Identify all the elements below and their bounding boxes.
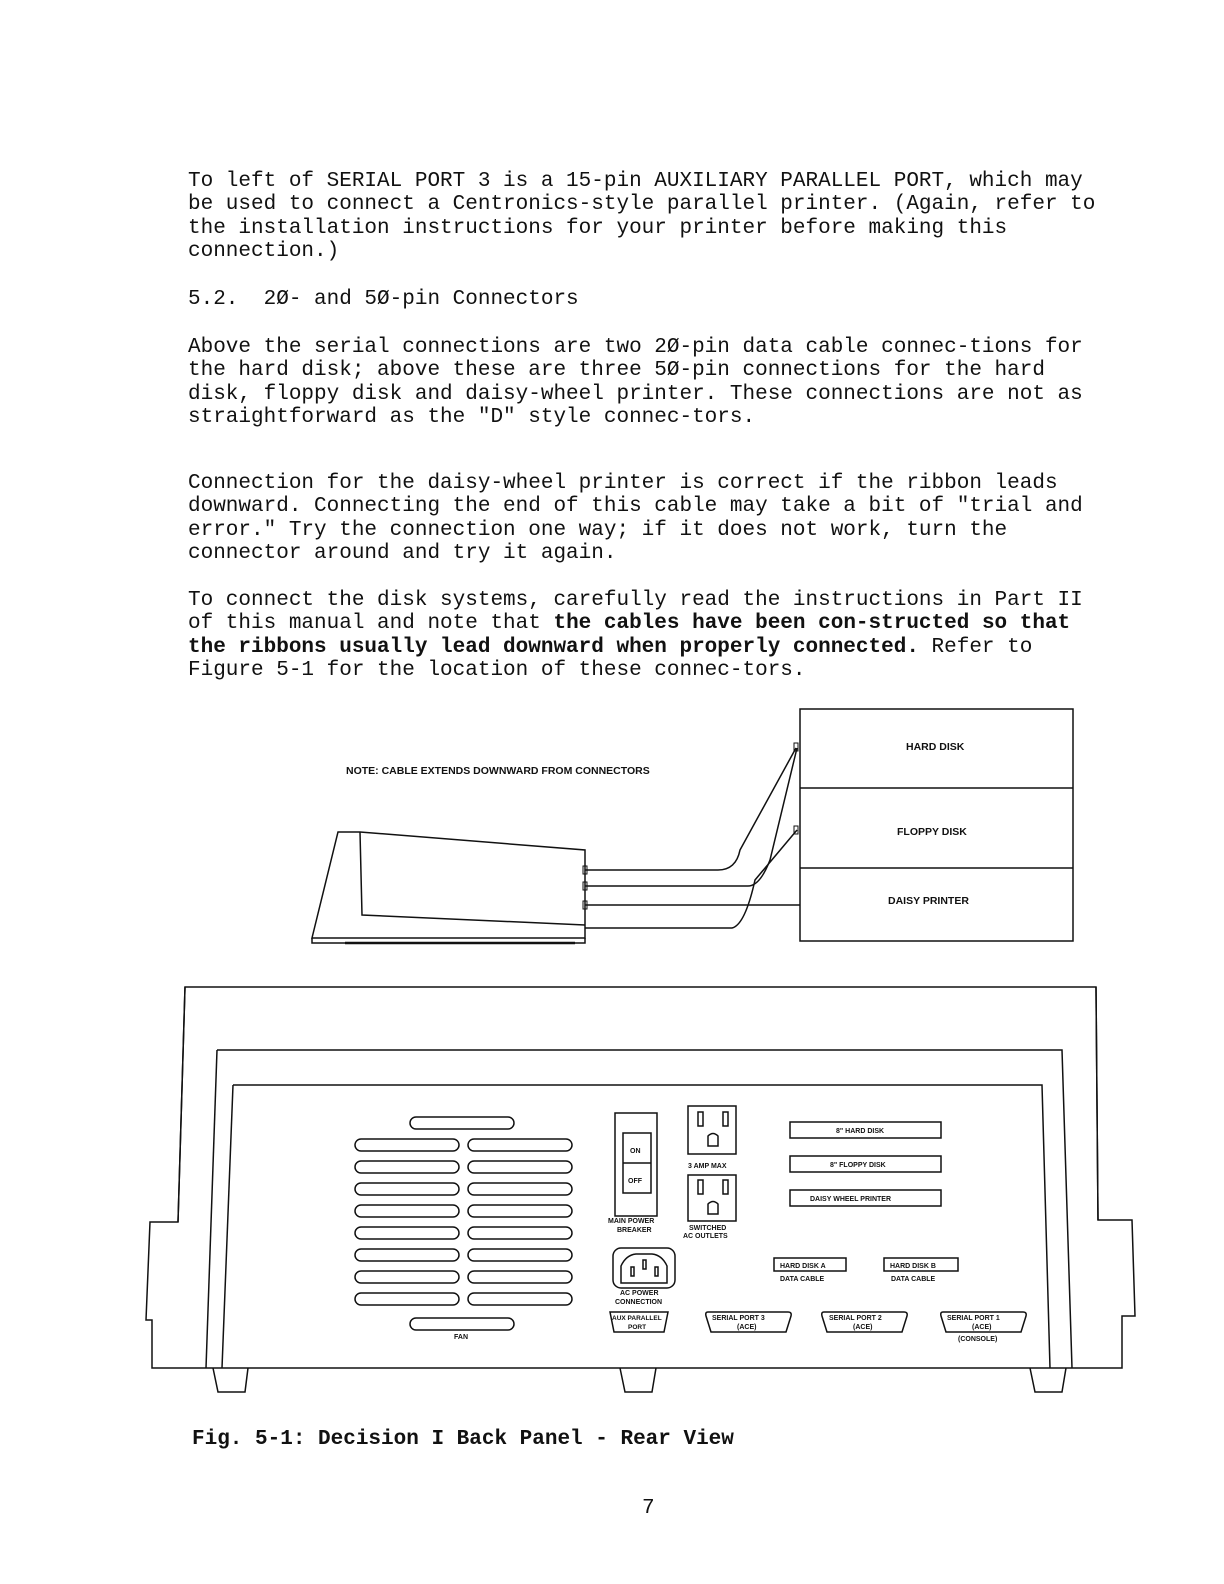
- hard-disk-b-label: HARD DISK B: [890, 1263, 936, 1270]
- serial-port-1-label: SERIAL PORT 1: [947, 1315, 1000, 1322]
- computer-side-view: [312, 832, 585, 938]
- hard-disk-50pin-label: 8" HARD DISK: [836, 1128, 885, 1135]
- section-heading: 5.2. 2Ø- and 5Ø-pin Connectors: [188, 288, 579, 311]
- paragraph-disk-systems: [188, 589, 1106, 683]
- fan-vents: [355, 1117, 572, 1330]
- serial-port-1-ace-label: (ACE): [972, 1324, 992, 1331]
- cable-note: NOTE: CABLE EXTENDS DOWNWARD FROM CONNECTORS: [346, 765, 650, 777]
- serial-port-2-label: SERIAL PORT 2: [829, 1315, 882, 1322]
- fan-label: FAN: [454, 1334, 468, 1341]
- off-label: OFF: [628, 1178, 642, 1185]
- serial-port-2-ace-label: (ACE): [853, 1324, 873, 1331]
- paragraph-disk-systems-bold: the cables have been con-structed so that the ribbons usually lead downward when properly connected.: [188, 612, 1071, 659]
- aux-parallel-label: AUX PARALLEL: [612, 1315, 662, 1322]
- ac-outlet-bottom[interactable]: [688, 1175, 736, 1221]
- paragraph-connectors: Above the serial connections are two 2Ø-pin data cable connec-tions for the hard disk; above these are three 5Ø-pin connections for the hard disk, floppy disk and daisy-wheel printer. These connections are not as straightforward as the "D" style connec-tors.: [188, 336, 1083, 430]
- aux-port-label: PORT: [628, 1324, 647, 1331]
- figure-caption: Fig. 5-1: Decision I Back Panel - Rear View: [192, 1428, 734, 1451]
- hard-disk-a-data-cable-label: DATA CABLE: [780, 1276, 825, 1283]
- foot-center: [620, 1368, 656, 1392]
- ac-outlet-top[interactable]: [688, 1106, 736, 1154]
- serial-port-1-console-label: (CONSOLE): [958, 1336, 998, 1343]
- paragraph-aux-parallel-port: To left of SERIAL PORT 3 is a 15-pin AUXILIARY PARALLEL PORT, which may be used to connect a Centronics-style parallel printer. (Again, refer to the installation instructions for your printer before making this connection.): [188, 170, 1096, 264]
- paragraph-disk-systems-start: To connect the disk systems, carefully read the instructions in Part II of this manual and note that: [188, 589, 1083, 636]
- back-panel-diagram: [0, 980, 1224, 1400]
- ac-power-connection[interactable]: [613, 1248, 675, 1288]
- hard-disk-box-label: HARD DISK: [906, 741, 965, 753]
- ac-outlets-label: AC OUTLETS: [683, 1233, 728, 1240]
- page-number: 7: [642, 1497, 655, 1520]
- paragraph-daisy-wheel: Connection for the daisy-wheel printer is correct if the ribbon leads downward. Connecting the end of this cable may take a bit of "trial and error." Try the connection one way; if it does not work, turn the connector around and try it again.: [188, 472, 1083, 566]
- hard-disk-a-label: HARD DISK A: [780, 1263, 826, 1270]
- floppy-disk-50pin-label: 8" FLOPPY DISK: [830, 1162, 886, 1169]
- serial-port-3-label: SERIAL PORT 3: [712, 1315, 765, 1322]
- foot-right: [1030, 1368, 1066, 1392]
- amp-max-label: 3 AMP MAX: [688, 1163, 727, 1170]
- foot-left: [213, 1368, 248, 1392]
- cable-diagram: [0, 700, 1224, 960]
- daisy-printer-box-label: DAISY PRINTER: [888, 895, 969, 907]
- daisy-wheel-50pin-label: DAISY WHEEL PRINTER: [810, 1196, 892, 1203]
- main-power-label: MAIN POWER: [608, 1218, 655, 1225]
- on-label: ON: [630, 1148, 641, 1155]
- floppy-disk-box-label: FLOPPY DISK: [897, 826, 967, 838]
- switched-label: SWITCHED: [689, 1225, 727, 1232]
- ac-power-label: AC POWER: [620, 1290, 659, 1297]
- connection-label: CONNECTION: [615, 1299, 663, 1306]
- serial-port-3-ace-label: (ACE): [737, 1324, 757, 1331]
- breaker-label: BREAKER: [617, 1227, 652, 1234]
- paragraph-disk-systems-end: Refer to Figure 5-1 for the location of these connec-tors.: [188, 635, 1033, 683]
- hard-disk-b-data-cable-label: DATA CABLE: [891, 1276, 936, 1283]
